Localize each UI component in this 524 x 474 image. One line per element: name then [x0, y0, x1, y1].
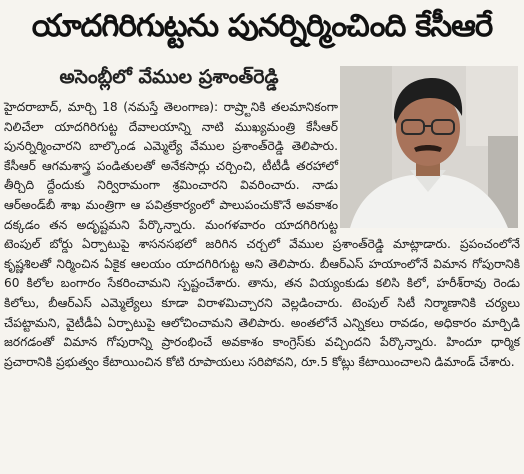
headline: యాదగిరిగుట్టను పునర్నిర్మించింది కేసీఆరే	[31, 7, 493, 44]
article-text: హైదరాబాద్, మార్చి 18 (నమస్తే తెలంగాణ): రాష్ర్టానికి తలమానికంగా నిలిచేలా యాదగిరిగుట్ట దేవాలయాన్ని నాటి ముఖ్యమంత్రి కేసీఆర్ పునర్నిర్మించారని బాల్కొండ ఎమ్మెల్యే వేముల ప్రశాంత్‌రెడ్డి తెలిపారు. కేసీఆర్ ఆగమశాస్త్ర పండితులతో అనేకసార్లు చర్చించి, టీటీడీ తరహాలో తీర్చిది ద్దేందుకు నిర్విరామంగా శ్రమించారని వివరించారు. నాడు ఆర్‌అండ్‌బీ శాఖ మంత్రిగా ఆ పవిత్రకార్యంలో పాలుపంచుకొనే అవకాశం దక్కడం తన అదృష్టమని పేర్కొన్నారు. మంగళవారం యాదగిరిగుట్ట టెంపుల్ బోర్డు ఏర్పాటుపై శాసనసభలో జరిగిన చర్చలో వేముల ప్రశాంత్‌రెడ్డి మాట్లాడారు. ప్రపంచంలోనే కృష్ణశిలతో నిర్మించిన ఏకైక ఆలయం యాదగిరిగుట్ట అని తెలిపారు. బీఆర్‌ఎస్ హయాంలోనే విమాన గోపురానికి 60 కిలోల బంగారం సేకరించామని స్పష్టంచేశారు. తాను, తన వియ్యంకుడు కలిసి కిలో, హరీశ్‌రావు రెండు కిలోలు, బీఆర్‌ఎస్ ఎమ్మెల్యేలు కూడా విరాళమిచ్చారని వెల్లడించారు. టెంపుల్ సిటీ నిర్మాణానికి చర్యలు చేపట్టామని, వైటీడీఏ ఏర్పాటుపై ఆలోచించామని తెలిపారు. అంతలోనే ఎన్నికలు రావడం, అధికారం మార్పిడి జరగడంతో విమాన గోపురాన్ని ప్రారంభించే అవకాశం కాంగ్రెస్‌కు వచ్చిందని పేర్కొన్నారు. హిందూ ధార్మిక ప్రచారానికి ప్రభుత్వం కేటాయించిన కోటి రూపాయలు సరిపోవని, రూ.5 కోట్లు కేటాయించాలని డిమాండ్ చేశారు.	[4, 100, 520, 369]
article-body	[4, 98, 520, 470]
subheadline: అసెంబ్లీలో వేముల ప్రశాంత్‌రెడ్డి	[59, 65, 279, 88]
